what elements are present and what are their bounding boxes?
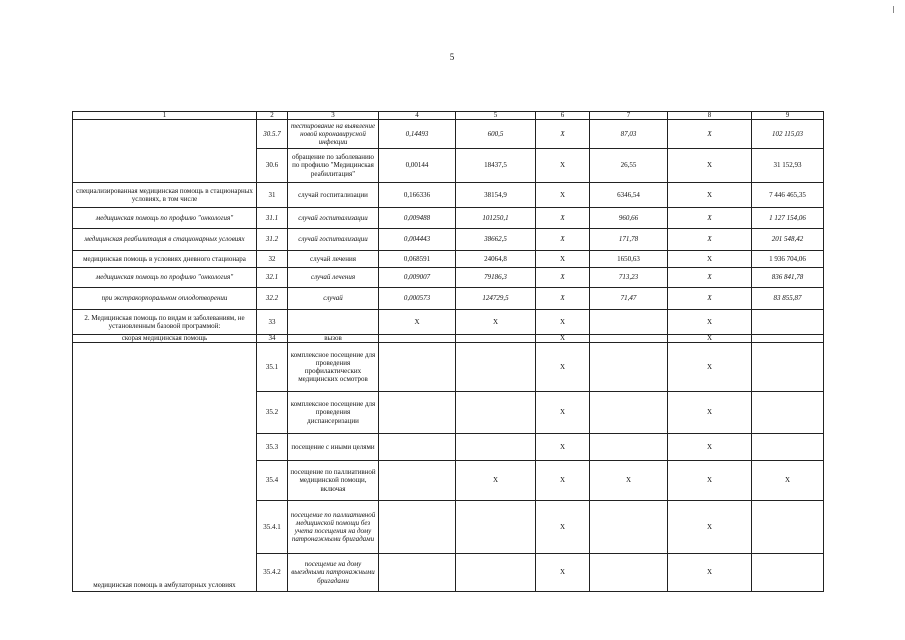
cell-value: X xyxy=(536,310,590,335)
cell-value: 171,78 xyxy=(590,229,668,251)
header-cell: 2 xyxy=(257,112,288,120)
row-code: 31.1 xyxy=(257,208,288,229)
cell-value: 960,66 xyxy=(590,208,668,229)
row-code: 35.4.2 xyxy=(257,554,288,592)
row-code: 35.3 xyxy=(257,434,288,461)
cell-value: X xyxy=(536,251,590,268)
cell-value: 836 841,78 xyxy=(752,268,824,288)
table-row xyxy=(73,251,824,268)
cell-value: X xyxy=(456,310,536,335)
cell-value xyxy=(590,554,668,592)
cell-value xyxy=(379,335,456,343)
cell-value: X xyxy=(668,208,752,229)
row-code: 34 xyxy=(257,335,288,343)
cell-value: X xyxy=(668,251,752,268)
cell-value: X xyxy=(536,392,590,434)
row-code: 32.2 xyxy=(257,288,288,310)
row-label xyxy=(73,120,257,183)
header-cell: 1 xyxy=(73,112,257,120)
row-unit xyxy=(288,310,379,335)
cell-value: 101250,1 xyxy=(456,208,536,229)
cell-value: 102 115,03 xyxy=(752,120,824,149)
cell-value xyxy=(752,335,824,343)
cell-value: X xyxy=(536,501,590,554)
cell-value: X xyxy=(668,183,752,208)
cell-value xyxy=(379,434,456,461)
row-unit: тестирование на выявление новой коронавирусной инфекции xyxy=(288,120,379,149)
cell-value: X xyxy=(536,120,590,149)
row-code: 33 xyxy=(257,310,288,335)
row-code: 35.4.1 xyxy=(257,501,288,554)
cell-value: X xyxy=(536,343,590,392)
cell-value xyxy=(752,434,824,461)
header-row xyxy=(73,112,824,120)
cell-value xyxy=(752,554,824,592)
cell-value xyxy=(752,310,824,335)
row-code: 35.4 xyxy=(257,461,288,501)
cell-value: 0,000573 xyxy=(379,288,456,310)
cell-value: X xyxy=(668,461,752,501)
row-label: специализированная медицинская помощь в стационарных условиях, в том числе xyxy=(73,183,257,208)
header-cell: 3 xyxy=(288,112,379,120)
row-label: медицинская помощь по профилю "онкология" xyxy=(73,208,257,229)
row-label: медицинская помощь по профилю "онкология" xyxy=(73,268,257,288)
cell-value xyxy=(752,392,824,434)
row-label: медицинская помощь в условиях дневного стационара xyxy=(73,251,257,268)
row-label: скорая медицинская помощь xyxy=(73,335,257,343)
cell-value xyxy=(456,501,536,554)
row-unit: случай госпитализации xyxy=(288,208,379,229)
row-unit: случай госпитализации xyxy=(288,183,379,208)
cell-value: 0,14493 xyxy=(379,120,456,149)
cell-value: X xyxy=(456,461,536,501)
table-row xyxy=(73,208,824,229)
cell-value xyxy=(590,310,668,335)
cell-value xyxy=(379,554,456,592)
cell-value: X xyxy=(752,461,824,501)
cell-value: X xyxy=(668,343,752,392)
row-unit: обращение по заболеванию по профилю "Медицинская реабилитация" xyxy=(288,149,379,183)
cell-value: X xyxy=(668,434,752,461)
cell-value xyxy=(590,434,668,461)
cell-value: X xyxy=(668,335,752,343)
table-row xyxy=(73,120,824,149)
row-code: 35.2 xyxy=(257,392,288,434)
cell-value xyxy=(379,501,456,554)
header-cell: 4 xyxy=(379,112,456,120)
cell-value: 31 152,93 xyxy=(752,149,824,183)
header-cell: 8 xyxy=(668,112,752,120)
cell-value xyxy=(456,343,536,392)
cell-value: X xyxy=(536,288,590,310)
cell-value: 7 446 465,35 xyxy=(752,183,824,208)
cell-value: 0,068591 xyxy=(379,251,456,268)
cell-value: X xyxy=(668,288,752,310)
cell-value: 1 127 154,06 xyxy=(752,208,824,229)
cell-value xyxy=(590,392,668,434)
cell-value: X xyxy=(536,434,590,461)
cell-value: 1 936 704,06 xyxy=(752,251,824,268)
row-code: 35.1 xyxy=(257,343,288,392)
cell-value: X xyxy=(668,501,752,554)
row-unit: случай госпитализации xyxy=(288,229,379,251)
row-unit: посещение с иными целями xyxy=(288,434,379,461)
row-label: медицинская помощь в амбулаторных условиях xyxy=(73,343,257,592)
cell-value: X xyxy=(536,461,590,501)
cell-value xyxy=(456,392,536,434)
cell-value xyxy=(379,392,456,434)
cell-value: 71,47 xyxy=(590,288,668,310)
cell-value: X xyxy=(668,120,752,149)
table-row xyxy=(73,268,824,288)
row-unit: посещение по паллиативной медицинской помощи, включая xyxy=(288,461,379,501)
row-label: при экстракорпоральном оплодотворении xyxy=(73,288,257,310)
cell-value: 0,166336 xyxy=(379,183,456,208)
cell-value: 83 855,87 xyxy=(752,288,824,310)
header-cell: 9 xyxy=(752,112,824,120)
cell-value: 79186,3 xyxy=(456,268,536,288)
row-code: 31.2 xyxy=(257,229,288,251)
table-row xyxy=(73,335,824,343)
cell-value: X xyxy=(668,149,752,183)
cell-value: 0,004443 xyxy=(379,229,456,251)
cell-value xyxy=(456,335,536,343)
table-row xyxy=(73,310,824,335)
row-unit: случай xyxy=(288,288,379,310)
cell-value: X xyxy=(536,268,590,288)
corner-mark xyxy=(893,6,894,13)
cell-value: X xyxy=(536,335,590,343)
cell-value: 201 548,42 xyxy=(752,229,824,251)
cell-value: X xyxy=(668,229,752,251)
cell-value: X xyxy=(590,461,668,501)
page-number: 5 xyxy=(449,52,455,62)
cell-value: 0,009488 xyxy=(379,208,456,229)
cell-value xyxy=(590,343,668,392)
cell-value: 24064,8 xyxy=(456,251,536,268)
row-unit: посещение по паллиативной медицинской помощи без учета посещения на дому патронажными бригадами xyxy=(288,501,379,554)
cell-value: 6346,54 xyxy=(590,183,668,208)
cell-value xyxy=(456,434,536,461)
cell-value xyxy=(590,335,668,343)
cell-value: X xyxy=(536,229,590,251)
cell-value: X xyxy=(536,183,590,208)
row-unit: комплексное посещение для проведения диспансеризации xyxy=(288,392,379,434)
cell-value: X xyxy=(536,554,590,592)
row-unit: комплексное посещение для проведения профилактических медицинских осмотров xyxy=(288,343,379,392)
cell-value xyxy=(379,461,456,501)
data-table xyxy=(72,111,824,592)
cell-value: 26,55 xyxy=(590,149,668,183)
cell-value: 600,5 xyxy=(456,120,536,149)
cell-value: 18437,5 xyxy=(456,149,536,183)
header-cell: 7 xyxy=(590,112,668,120)
cell-value xyxy=(752,343,824,392)
cell-value: X xyxy=(536,149,590,183)
cell-value: X xyxy=(668,554,752,592)
row-code: 32 xyxy=(257,251,288,268)
table-row xyxy=(73,229,824,251)
table-row xyxy=(73,183,824,208)
header-cell: 5 xyxy=(456,112,536,120)
cell-value: 87,03 xyxy=(590,120,668,149)
cell-value xyxy=(456,554,536,592)
cell-value: 1650,63 xyxy=(590,251,668,268)
row-code: 32.1 xyxy=(257,268,288,288)
row-unit: посещение на дому выездными патронажными бригадами xyxy=(288,554,379,592)
cell-value: 0,00144 xyxy=(379,149,456,183)
cell-value xyxy=(379,343,456,392)
table-row xyxy=(73,288,824,310)
cell-value: X xyxy=(536,208,590,229)
cell-value: 713,23 xyxy=(590,268,668,288)
cell-value: 38154,9 xyxy=(456,183,536,208)
cell-value: 38662,5 xyxy=(456,229,536,251)
row-unit: случай лечения xyxy=(288,251,379,268)
row-label: медицинская реабилитация в стационарных условиях xyxy=(73,229,257,251)
row-label: 2. Медицинская помощь по видам и заболеваниям, не установленным базовой программой: xyxy=(73,310,257,335)
cell-value: X xyxy=(379,310,456,335)
cell-value: X xyxy=(668,310,752,335)
row-code: 31 xyxy=(257,183,288,208)
row-code: 30.6 xyxy=(257,149,288,183)
cell-value: 0,009007 xyxy=(379,268,456,288)
cell-value xyxy=(752,501,824,554)
row-unit: случай лечения xyxy=(288,268,379,288)
cell-value: 124729,5 xyxy=(456,288,536,310)
cell-value: X xyxy=(668,392,752,434)
cell-value: X xyxy=(668,268,752,288)
header-cell: 6 xyxy=(536,112,590,120)
table-row xyxy=(73,343,824,392)
row-code: 30.5.7 xyxy=(257,120,288,149)
cell-value xyxy=(590,501,668,554)
row-unit: вызов xyxy=(288,335,379,343)
